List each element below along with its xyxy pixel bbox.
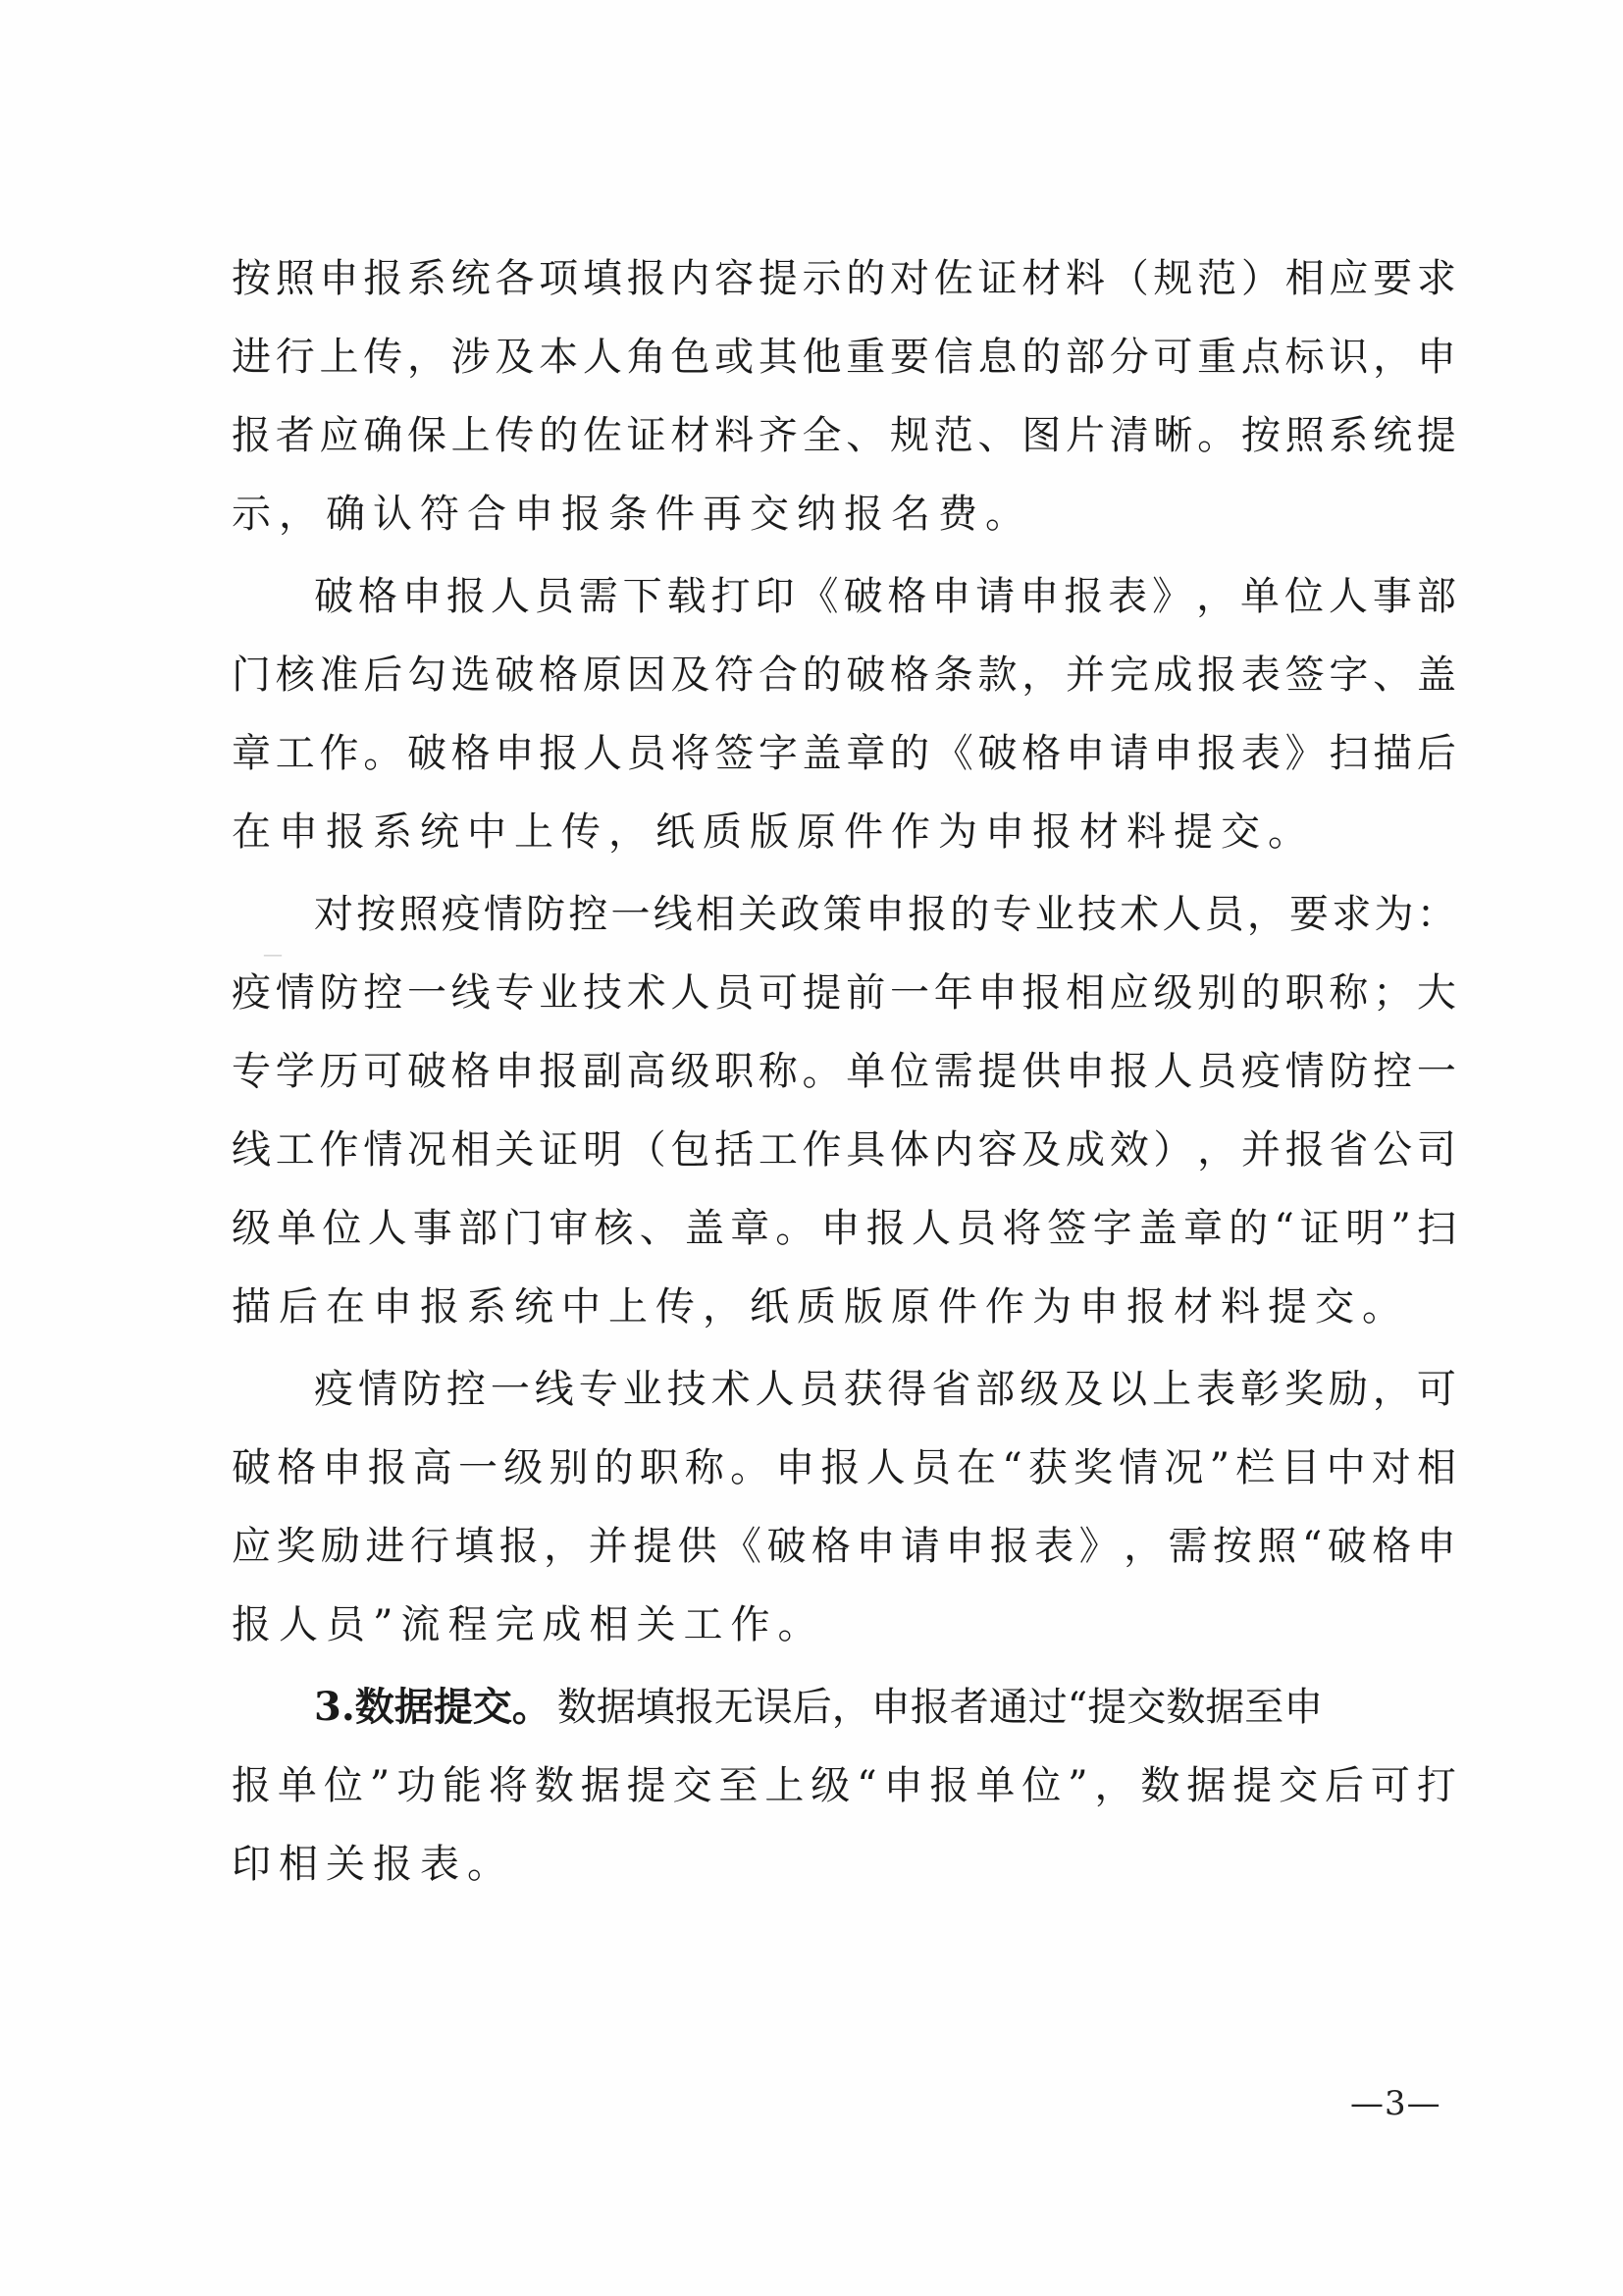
paragraph-2-line-2: 门 核 准 后 勾 选 破 格 原 因 及 符 合 的 破 格 条 款 ， 并 完 成 报 表 签 字 、 盖 xyxy=(232,652,1456,698)
paragraph-3-line-5: 级 单 位 人 事 部 门 审 核 、 盖 章 。 申 报 人 员 将 签 字 盖 章 的 “ 证 明 ” 扫 xyxy=(232,1206,1456,1251)
paragraph-3-line-1: 对 按 照 疫 情 防 控 一 线 相 关 政 策 申 报 的 专 业 技 术 人 员 ， 要 求 为 ： xyxy=(314,892,1456,937)
paragraph-3-line-2: 疫 情 防 控 一 线 专 业 技 术 人 员 可 提 前 一 年 申 报 相 应 级 别 的 职 称 ； 大 xyxy=(232,970,1456,1016)
paragraph-2-line-1: 破 格 申 报 人 员 需 下 载 打 印 《 破 格 申 请 申 报 表 》 ， 单 位 人 事 部 xyxy=(314,574,1456,619)
paragraph-1-line-1: 按 照 申 报 系 统 各 项 填 报 内 容 提 示 的 对 佐 证 材 料 （ 规 范 ） 相 应 要 求 xyxy=(232,256,1456,301)
scan-mark: — xyxy=(263,942,283,965)
paragraph-5-line-3: 印相关报表。 xyxy=(232,1842,514,1887)
paragraph-2-line-4: 在申报系统中上传，纸质版原件作为申报材料提交。 xyxy=(232,809,1315,855)
paragraph-4-line-2: 破 格 申 报 高 一 级 别 的 职 称 。 申 报 人 员 在 “ 获 奖 情 况 ” 栏 目 中 对 相 xyxy=(232,1445,1456,1490)
paragraph-5-line-1 xyxy=(232,1682,1456,1733)
paragraph-3-line-3: 专 学 历 可 破 格 申 报 副 高 级 职 称 。 单 位 需 提 供 申 报 人 员 疫 情 防 控 一 xyxy=(232,1049,1456,1094)
paragraph-5-line-2: 报 单 位 ” 功 能 将 数 据 提 交 至 上 级 “ 申 报 单 位 ” ， 数 据 提 交 后 可 打 xyxy=(232,1763,1456,1808)
paragraph-3-line-4: 线 工 作 情 况 相 关 证 明 （ 包 括 工 作 具 体 内 容 及 成 效 ） ， 并 报 省 公 司 xyxy=(232,1127,1456,1173)
paragraph-4-line-4: 报人员”流程完成相关工作。 xyxy=(232,1602,825,1647)
paragraph-1-line-3: 报 者 应 确 保 上 传 的 佐 证 材 料 齐 全 、 规 范 、 图 片 清 晰 。 按 照 系 统 提 xyxy=(232,413,1456,458)
paragraph-5-line-1-text: 数据填报无误后，申报者通过“提交数据至申 xyxy=(556,1685,1324,1730)
paragraph-4-line-1: 疫 情 防 控 一 线 专 业 技 术 人 员 获 得 省 部 级 及 以 上 表 彰 奖 励 ， 可 xyxy=(314,1367,1456,1412)
paragraph-1-line-2: 进 行 上 传 ， 涉 及 本 人 角 色 或 其 他 重 要 信 息 的 部 分 可 重 点 标 识 ， 申 xyxy=(232,335,1456,380)
paragraph-1-line-4: 示，确认符合申报条件再交纳报名费。 xyxy=(232,492,1032,537)
paragraph-2-line-3: 章 工 作 。 破 格 申 报 人 员 将 签 字 盖 章 的 《 破 格 申 请 申 报 表 》 扫 描 后 xyxy=(232,731,1456,776)
page-number: —3— xyxy=(1350,2084,1441,2123)
paragraph-3-line-6: 描后在申报系统中上传，纸质版原件作为申报材料提交。 xyxy=(232,1284,1409,1330)
document-body xyxy=(232,253,1456,1917)
section-heading: 3.数据提交。 xyxy=(314,1684,551,1730)
paragraph-4-line-3: 应 奖 励 进 行 填 报 ， 并 提 供 《 破 格 申 请 申 报 表 》 ， 需 按 照 “ 破 格 申 xyxy=(232,1524,1456,1569)
